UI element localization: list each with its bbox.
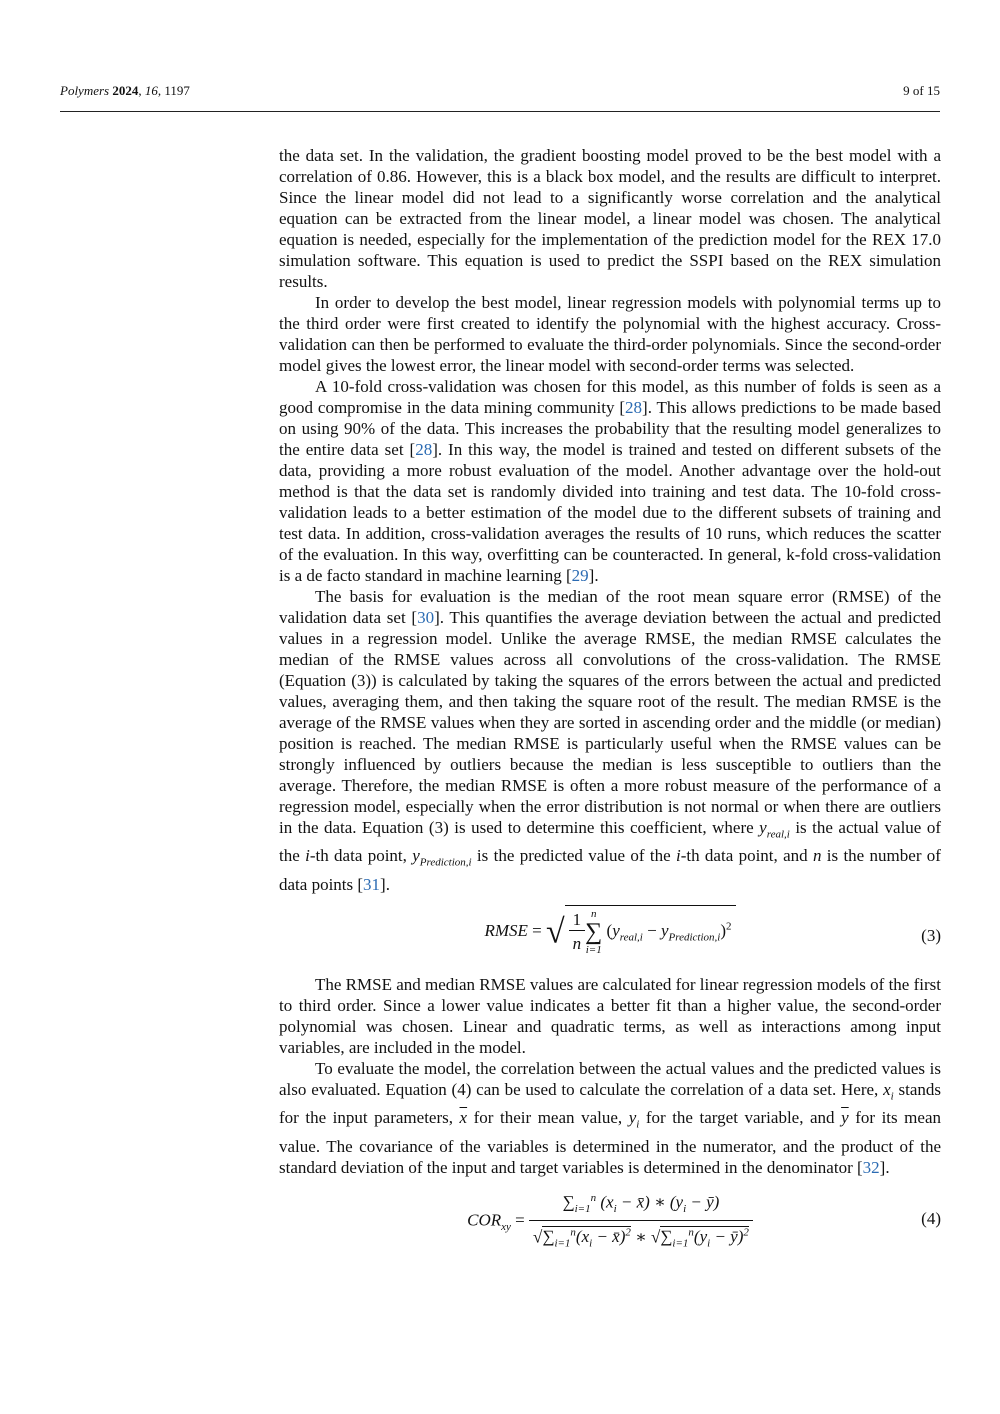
paragraph-3: A 10-fold cross-validation was chosen for this model, as this number of folds is seen as a good compromise in the data mining community [28]. This allows predictions to be made based on using 90% of the data. This increases the probability that the resulting model generalizes to the entire data set [28]. In this way, the model is trained and tested on different subsets of the data, providing a more robust evaluation of the model. Another advantage over the hold-out method is that the data set is randomly divided into training and test data. The 10-fold cross-validation leads to a better estimation of the model due to the different subsets of training and test data. In addition, cross-validation averages the results of 10 runs, which reduces the scatter of the evaluation. In this way, overfitting can be counteracted. In general, k-fold cross-validation is a de facto standard in machine learning [29]. [279,377,942,585]
journal-citation: Polymers 2024, 16, 1197 [60,83,190,98]
citation-link[interactable]: 28 [415,440,433,459]
paragraph-5: The RMSE and median RMSE values are calculated for linear regression models of the first to third order. Since a lower value indicates a better fit than a higher value, the second-order polynomial was chosen. Linear and quadratic terms, as well as interactions among input variables, are included in the model. [279,974,941,1057]
header-rule [60,111,940,112]
citation-link[interactable]: 28 [625,398,643,417]
article-body [279,145,941,1261]
citation-link[interactable]: 30 [417,608,435,627]
paragraph-6: To evaluate the model, the correlation between the actual values and the predicted values is also evaluated. Equation (4) can be used to calculate the correlation of a data set. Here, $x_i$ stands for the input parameters, $\overline{x}$ for their mean value, $y_i$ for the target variable, and $\overline{y}$ for its mean value. The covariance of the variables is determined in the numerator, and the product of the standard deviation of the input and target variables is determined in the denominator [32]. [279,1058,941,1177]
equation-number: (4) [921,1208,941,1228]
paragraph-1: the data set. In the validation, the gradient boosting model proved to be the best model with a correlation of 0.86. However, this is a black box model, and the results are difficult to interpret. Since the linear model did not lead to a significantly worse correlation and the analytical equation can be extracted from the linear model, a linear model was chosen. The analytical equation is needed, especially for the implementation of the prediction model for the REX 17.0 simulation software. This equation is used to predict the SSPI based on the REX simulation results. [279,146,941,291]
equation-3: RMSE = √ $\frac{1}{n}$ n ∑ i=1 $(y_{real,i} - y_{Prediction,i})^2$ (3) [279,905,941,965]
citation-link[interactable]: 31 [363,874,381,894]
equation-4: $COR_{xy}$ = $\frac{\sum_{i=1}^n (x_i - x̄) ∗ (y_i - ȳ)}{√\sum_{i=1}^n(x_i - x̄)^2 ∗ √\sum_{i=1}^n(y_i - ȳ)^2}$ (4) [279,1188,941,1252]
equation-number: (3) [921,925,941,945]
page-header [60,83,940,103]
paragraph-4: The basis for evaluation is the median of the root mean square error (RMSE) of the validation data set [30]. This quantifies the average deviation between the actual and predicted values in a regression model. Unlike the average RMSE, the median RMSE calculates the median of the RMSE values across all convolutions of the cross-validation. The RMSE (Equation (3)) is calculated by taking the squares of the errors between the actual and predicted values, averaging them, and then taking the square root of the result. The median RMSE is the average of the RMSE values when they are sorted in ascending order and the middle (or median) position is reached. The median RMSE is particularly useful when the RMSE values can be strongly influenced by outliers because the median is less susceptible to outliers than the average. Therefore, the median RMSE is often a more robust measure of the performance of a regression model, especially when the error distribution is not normal or when there are outliers in the data. Equation (3) is used to determine this coefficient, where $y_{real,i}$ is the actual value of the i-th data point, $y_{Prediction,i}$ is the predicted value of the i-th data point, and n is the number of data points [31]. [279,587,942,894]
paragraph-2: In order to develop the best model, linear regression models with polynomial terms up to the third order were first created to identify the polynomial with the highest accuracy. Cross-validation can then be performed to evaluate the third-order polynomials. Since the second-order model gives the lowest error, the linear model with second-order terms was selected. [279,293,941,375]
citation-link[interactable]: 32 [862,1157,880,1177]
page-number: 9 of 15 [903,83,940,98]
citation-link[interactable]: 29 [571,566,589,585]
